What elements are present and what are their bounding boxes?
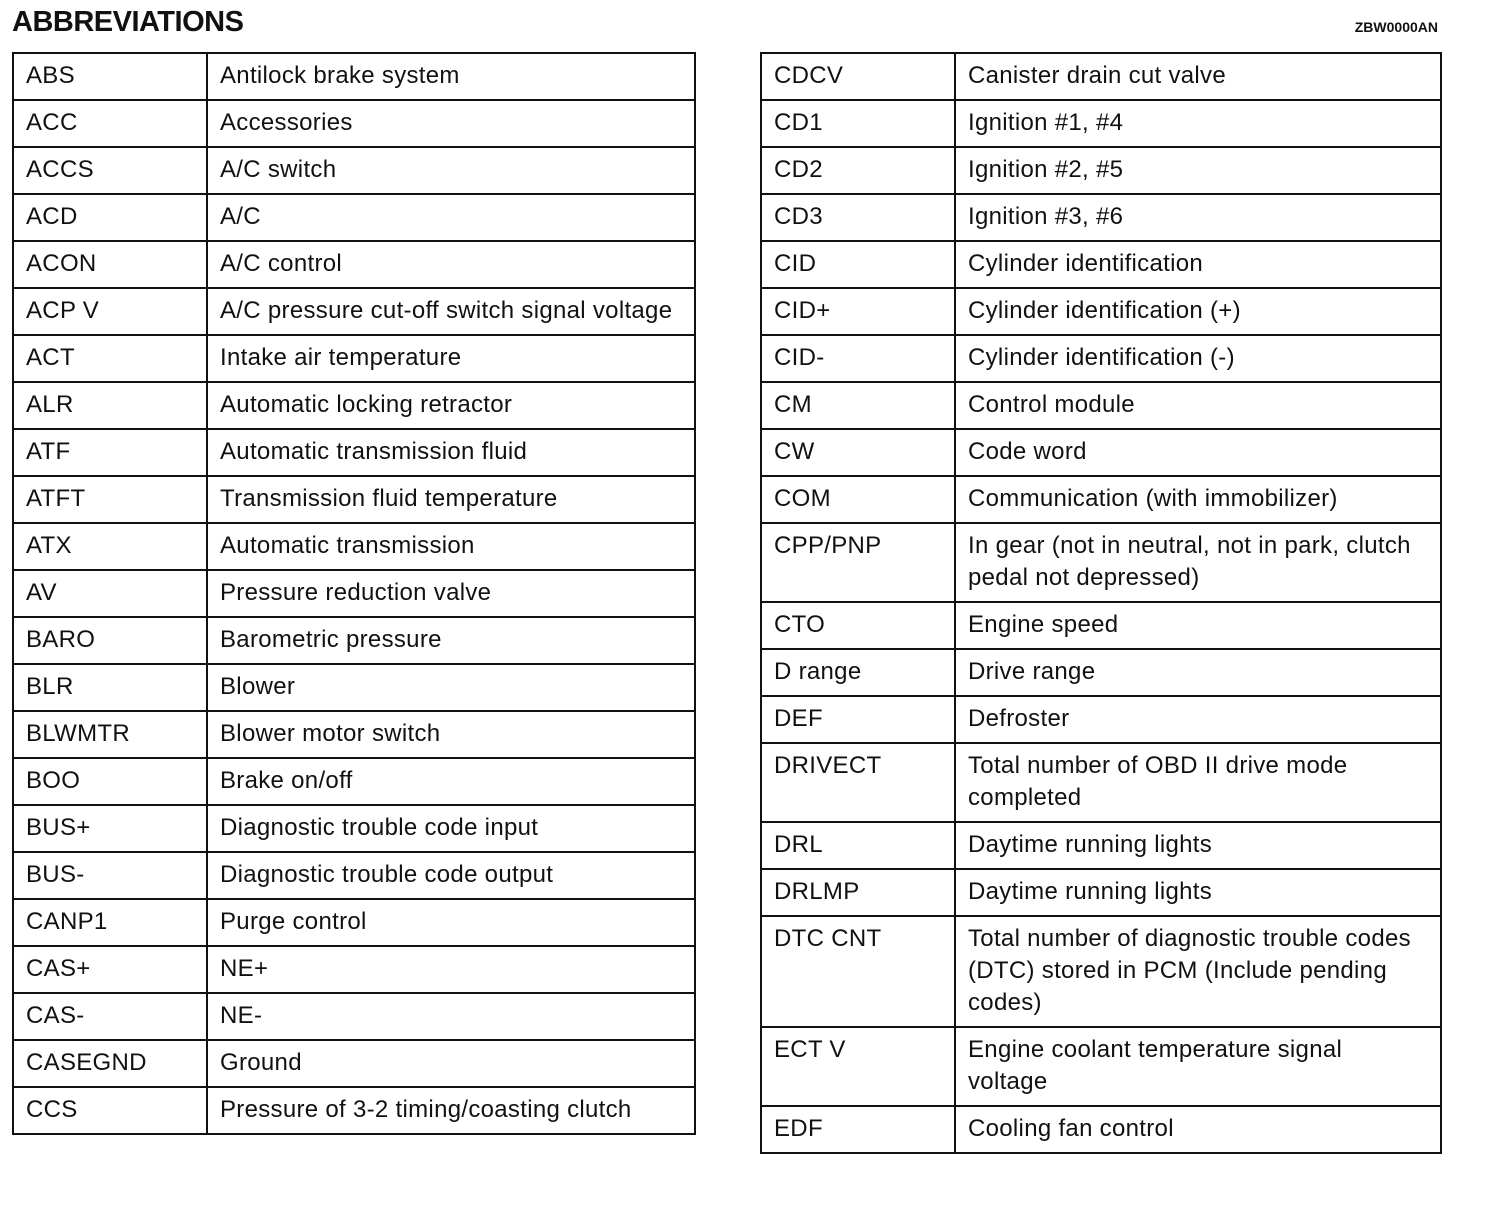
meaning-cell: A/C control	[207, 241, 695, 288]
meaning-cell: Automatic locking retractor	[207, 382, 695, 429]
meaning-cell: Purge control	[207, 899, 695, 946]
table-row	[761, 743, 1441, 822]
meaning-cell: Cylinder identification	[955, 241, 1441, 288]
abbreviation-cell: DRIVECT	[761, 743, 955, 822]
table-row	[13, 100, 695, 147]
meaning-cell: NE+	[207, 946, 695, 993]
abbreviation-cell: CAS-	[13, 993, 207, 1040]
abbreviation-cell: BLWMTR	[13, 711, 207, 758]
table-row	[13, 852, 695, 899]
abbreviation-cell: ACT	[13, 335, 207, 382]
meaning-cell: A/C switch	[207, 147, 695, 194]
meaning-cell: Accessories	[207, 100, 695, 147]
right-abbreviation-table	[760, 52, 1442, 1154]
meaning-cell: Pressure reduction valve	[207, 570, 695, 617]
meaning-cell: Intake air temperature	[207, 335, 695, 382]
abbreviation-cell: ABS	[13, 53, 207, 100]
meaning-cell: Brake on/off	[207, 758, 695, 805]
table-row	[761, 822, 1441, 869]
meaning-cell: A/C	[207, 194, 695, 241]
table-row	[761, 241, 1441, 288]
table-row	[13, 53, 695, 100]
abbreviation-cell: CM	[761, 382, 955, 429]
meaning-cell: Canister drain cut valve	[955, 53, 1441, 100]
meaning-cell: Engine speed	[955, 602, 1441, 649]
abbreviation-cell: ATFT	[13, 476, 207, 523]
table-row	[13, 523, 695, 570]
table-row	[13, 570, 695, 617]
table-row	[761, 1027, 1441, 1106]
table-row	[13, 664, 695, 711]
table-row	[761, 869, 1441, 916]
table-row	[13, 946, 695, 993]
abbreviation-cell: CID	[761, 241, 955, 288]
abbreviation-cell: DRLMP	[761, 869, 955, 916]
meaning-cell: Transmission fluid temperature	[207, 476, 695, 523]
meaning-cell: Blower	[207, 664, 695, 711]
abbreviation-cell: AV	[13, 570, 207, 617]
meaning-cell: Cylinder identification (+)	[955, 288, 1441, 335]
table-row	[13, 1087, 695, 1134]
meaning-cell: Daytime running lights	[955, 822, 1441, 869]
abbreviation-cell: ECT V	[761, 1027, 955, 1106]
abbreviation-cell: BARO	[13, 617, 207, 664]
meaning-cell: Diagnostic trouble code output	[207, 852, 695, 899]
meaning-cell: Diagnostic trouble code input	[207, 805, 695, 852]
abbreviation-cell: DEF	[761, 696, 955, 743]
table-row	[761, 53, 1441, 100]
table-row	[761, 429, 1441, 476]
meaning-cell: Cylinder identification (-)	[955, 335, 1441, 382]
abbreviation-cell: EDF	[761, 1106, 955, 1153]
table-row	[761, 335, 1441, 382]
abbreviation-cell: CPP/PNP	[761, 523, 955, 602]
meaning-cell: Total number of diagnostic trouble codes (DTC) stored in PCM (Include pending codes)	[955, 916, 1441, 1027]
abbreviation-cell: ACON	[13, 241, 207, 288]
table-row	[761, 288, 1441, 335]
abbreviation-cell: BOO	[13, 758, 207, 805]
abbreviation-cell: CAS+	[13, 946, 207, 993]
meaning-cell: Daytime running lights	[955, 869, 1441, 916]
abbreviation-cell: CD1	[761, 100, 955, 147]
abbreviation-cell: DRL	[761, 822, 955, 869]
meaning-cell: Defroster	[955, 696, 1441, 743]
meaning-cell: Barometric pressure	[207, 617, 695, 664]
abbreviation-cell: CID+	[761, 288, 955, 335]
table-row	[761, 476, 1441, 523]
table-row	[761, 147, 1441, 194]
meaning-cell: Drive range	[955, 649, 1441, 696]
table-row	[761, 1106, 1441, 1153]
meaning-cell: Engine coolant temperature signal voltage	[955, 1027, 1441, 1106]
table-row	[761, 100, 1441, 147]
abbreviation-cell: CTO	[761, 602, 955, 649]
meaning-cell: Ignition #1, #4	[955, 100, 1441, 147]
table-row	[13, 335, 695, 382]
meaning-cell: Ignition #3, #6	[955, 194, 1441, 241]
abbreviation-cell: CW	[761, 429, 955, 476]
abbreviation-cell: ACD	[13, 194, 207, 241]
abbreviation-cell: DTC CNT	[761, 916, 955, 1027]
meaning-cell: Ground	[207, 1040, 695, 1087]
table-row	[13, 711, 695, 758]
meaning-cell: Total number of OBD II drive mode completed	[955, 743, 1441, 822]
table-row	[761, 916, 1441, 1027]
meaning-cell: Automatic transmission fluid	[207, 429, 695, 476]
abbreviation-cell: CID-	[761, 335, 955, 382]
meaning-cell: A/C pressure cut-off switch signal voltage	[207, 288, 695, 335]
abbreviation-cell: CCS	[13, 1087, 207, 1134]
table-row	[761, 523, 1441, 602]
table-row	[13, 993, 695, 1040]
abbreviation-cell: CANP1	[13, 899, 207, 946]
table-row	[13, 429, 695, 476]
table-row	[761, 602, 1441, 649]
meaning-cell: Antilock brake system	[207, 53, 695, 100]
abbreviation-cell: ALR	[13, 382, 207, 429]
table-row	[761, 649, 1441, 696]
table-row	[13, 1040, 695, 1087]
meaning-cell: In gear (not in neutral, not in park, clutch pedal not depressed)	[955, 523, 1441, 602]
table-row	[761, 194, 1441, 241]
abbreviation-cell: BUS+	[13, 805, 207, 852]
abbreviation-cell: BLR	[13, 664, 207, 711]
abbreviation-cell: ACC	[13, 100, 207, 147]
abbreviation-cell: CDCV	[761, 53, 955, 100]
table-row	[13, 194, 695, 241]
meaning-cell: Code word	[955, 429, 1441, 476]
abbreviation-cell: CASEGND	[13, 1040, 207, 1087]
meaning-cell: Ignition #2, #5	[955, 147, 1441, 194]
table-row	[13, 241, 695, 288]
meaning-cell: Automatic transmission	[207, 523, 695, 570]
abbreviation-cell: BUS-	[13, 852, 207, 899]
meaning-cell: Pressure of 3-2 timing/coasting clutch	[207, 1087, 695, 1134]
meaning-cell: Communication (with immobilizer)	[955, 476, 1441, 523]
abbreviation-cell: ACCS	[13, 147, 207, 194]
table-row	[13, 382, 695, 429]
table-row	[13, 288, 695, 335]
abbreviation-cell: CD2	[761, 147, 955, 194]
document-code: ZBW0000AN	[1354, 19, 1438, 35]
table-row	[13, 147, 695, 194]
table-row	[13, 476, 695, 523]
meaning-cell: NE-	[207, 993, 695, 1040]
meaning-cell: Blower motor switch	[207, 711, 695, 758]
abbreviation-cell: ACP V	[13, 288, 207, 335]
meaning-cell: Control module	[955, 382, 1441, 429]
abbreviation-cell: D range	[761, 649, 955, 696]
table-row	[13, 758, 695, 805]
table-row	[761, 696, 1441, 743]
page-title: ABBREVIATIONS	[12, 6, 244, 38]
left-abbreviation-table	[12, 52, 696, 1135]
table-row	[13, 899, 695, 946]
table-row	[761, 382, 1441, 429]
abbreviation-cell: COM	[761, 476, 955, 523]
table-row	[13, 617, 695, 664]
meaning-cell: Cooling fan control	[955, 1106, 1441, 1153]
abbreviation-cell: ATF	[13, 429, 207, 476]
table-row	[13, 805, 695, 852]
abbreviation-cell: CD3	[761, 194, 955, 241]
abbreviation-cell: ATX	[13, 523, 207, 570]
